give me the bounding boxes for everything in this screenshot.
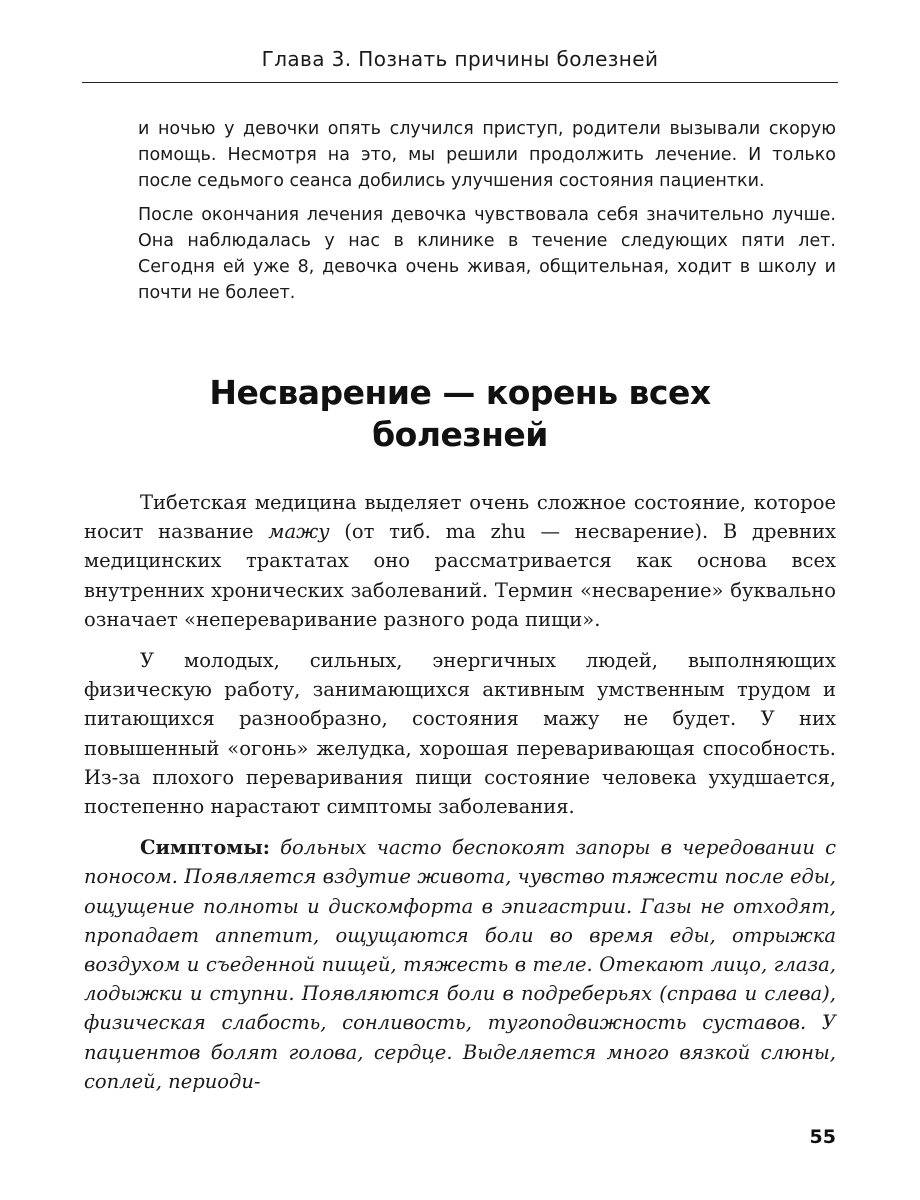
section-title-line: Несварение — корень всех [209,373,711,412]
section-body [84,488,836,1108]
body-text-run: Тибетская медицина выделяет очень сложное состояние, которое носит название [84,491,836,544]
body-paragraph [84,488,836,634]
page-header [82,44,838,83]
running-head: Глава 3. Познать причины болезней [261,47,659,71]
term-mazhu: мажу [268,520,330,544]
symptoms-text: больных часто беспокоят запоры в чередовании с поносом. Появляется вздутие живота, чувство тяжести после еды, ощущение полноты и дискомфорта в эпигастрии. Газы не отходят, пропадает аппетит, ощущаются боли во время еды, отрыжка воздухом и съеденной пищей, тяжесть в теле. Отекают лицо, глаза, лодыжки и ступни. Появляются боли в подреберьях (справа и слева), физическая слабость, сонливость, тугоподвижность суставов. У пациентов болят голова, сердце. Выделяется много вязкой слюны, соплей, периоди- [84,836,836,1093]
page-number: 55 [809,1126,836,1148]
section-title [82,372,838,456]
story-paragraph: и ночью у девочки опять случился приступ, родители вызывали скорую помощь. Несмотря на это, мы решили продолжить лечение. И только после седьмого сеанса добились улучшения состояния пациентки. [138,119,836,191]
symptoms-paragraph [84,833,836,1096]
symptoms-label: Симптомы: [140,836,270,860]
section-title-line: болезней [372,415,548,454]
case-story [138,116,836,314]
body-paragraph: У молодых, сильных, энергичных людей, выполняющих физическую работу, занимающихся активным умственным трудом и питающихся разнообразно, состояния мажу не будет. У них повышенный «огонь» желудка, хорошая переваривающая способность. Из-за плохого переваривания пищи состояние человека ухудшается, постепенно нарастают симптомы заболевания. [84,649,836,819]
body-text-run: (от тиб. ma zhu — несварение). В древних медицинских трактатах оно рассматривается как основа всех внутренних хронических заболеваний. Термин «несварение» буквально означает «непереваривание разного рода пищи». [84,520,836,631]
story-paragraph: После окончания лечения девочка чувствовала себя значительно лучше. Она наблюдалась у нас в клинике в течение следующих пяти лет. Сегодня ей уже 8, девочка очень живая, общительная, ходит в школу и почти не болеет. [138,205,836,303]
